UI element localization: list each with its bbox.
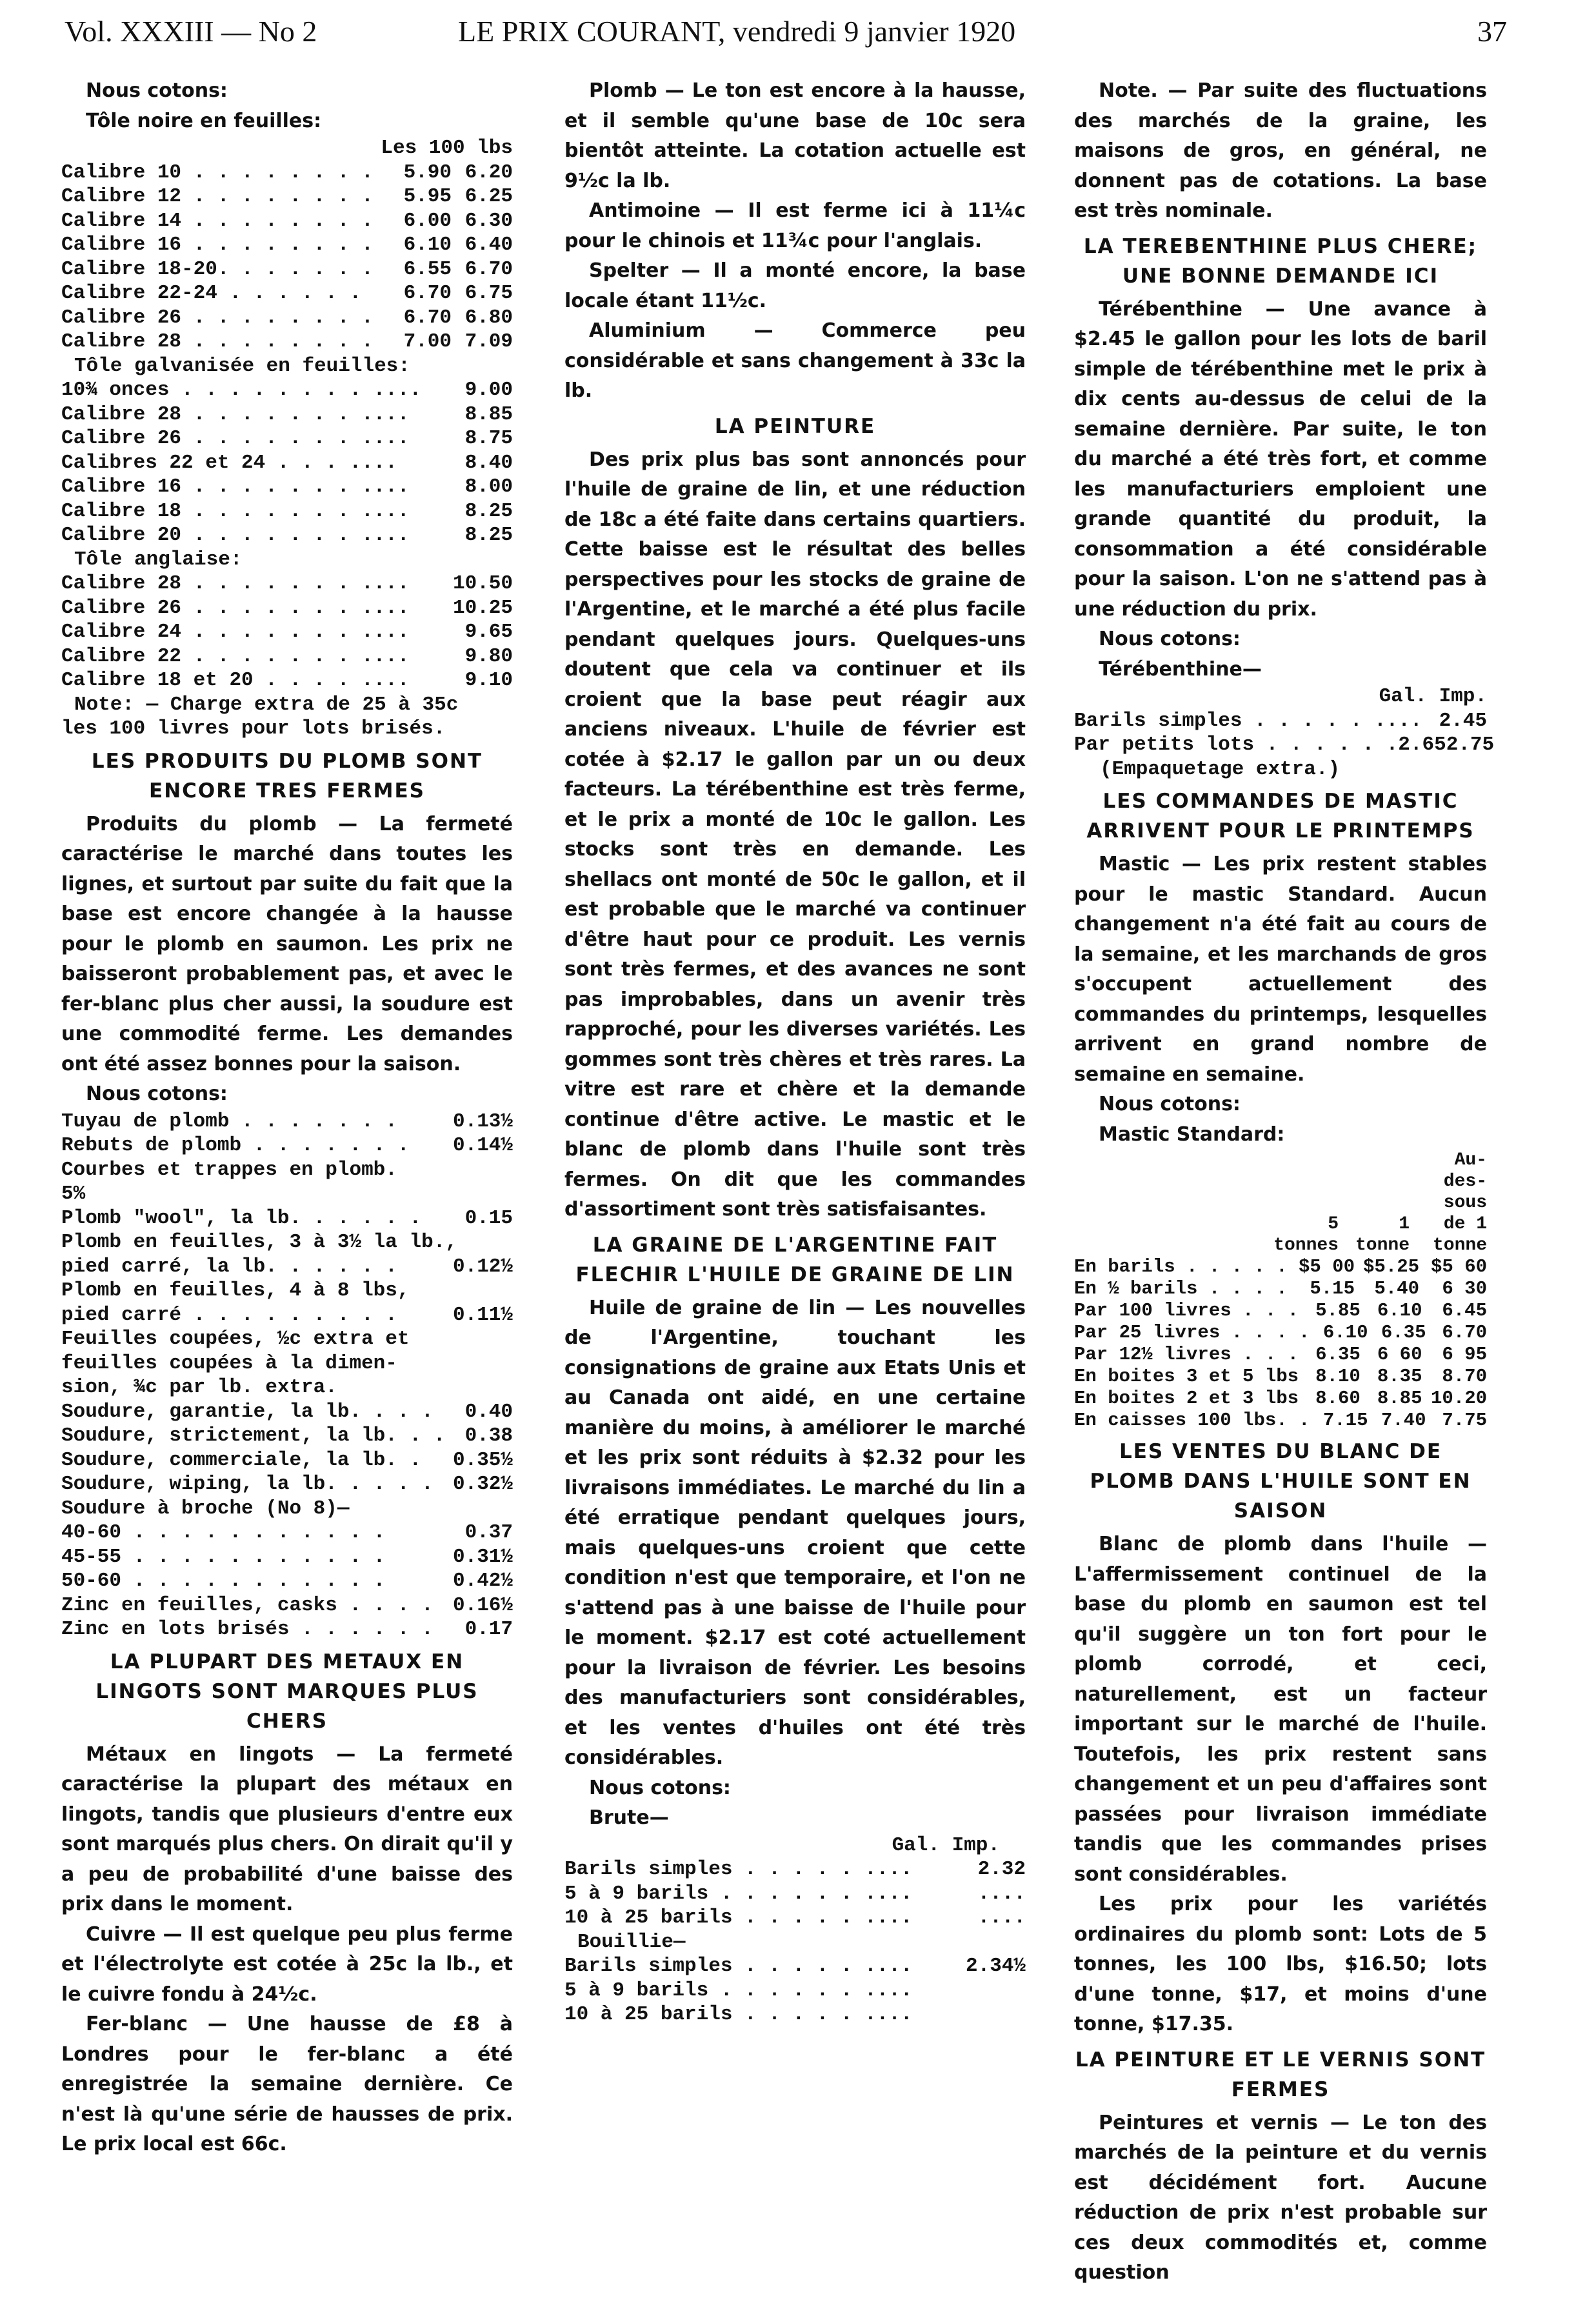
row-label: Calibre 28 . . . . . . . .: [61, 330, 374, 353]
header-cell: des-: [1443, 1172, 1487, 1192]
row-value: 6.10: [1322, 1322, 1368, 1343]
row-value: 6.10: [1377, 1300, 1422, 1321]
page-number: 37: [1477, 15, 1507, 48]
row-label: Soudure, commerciale, la lb. .: [61, 1448, 422, 1472]
header-cell: tonne: [1355, 1235, 1410, 1255]
row-label: 10 à 25 barils . . . . . ....: [564, 1906, 913, 1929]
row-label: Zinc en feuilles, casks . . . .: [61, 1593, 434, 1617]
header-cell: 1: [1399, 1214, 1410, 1234]
heading-peinture-vernis: LA PEINTURE ET LE VERNIS SONT FERMES: [1075, 2048, 1486, 2101]
price-table-mastic: [1074, 1256, 1487, 1432]
paragraph: Aluminium — Commerce peu considérable et sans changement à 33c la lb.: [564, 319, 1026, 402]
row-value: 10.50: [452, 572, 513, 595]
paragraph: Métaux en lingots — La fermeté caractérise la plupart des métaux en lingots, tandis que plusieurs d'entre eux sont marqués plus chers. On dirait qu'il y a peu de probabilité d'une baisse des prix dans le moment.: [61, 1743, 513, 1915]
row-value: 9.10: [464, 669, 513, 692]
row-value: 0.16½: [452, 1593, 513, 1617]
row-label: Calibre 26 . . . . . . . ....: [61, 427, 410, 450]
row-label: Feuilles coupées, ½c extra et: [61, 1328, 410, 1350]
row-value: 5.85: [1315, 1300, 1361, 1321]
table-row: [61, 209, 513, 234]
row-value: [442, 1352, 513, 1376]
table-row: [61, 185, 513, 209]
row-value: 6.30: [464, 209, 513, 232]
row-value: [457, 1230, 513, 1255]
row-value: 8.25: [464, 499, 513, 523]
row-value: 0.38: [464, 1424, 513, 1447]
row-label: Calibre 20 . . . . . . . ....: [61, 524, 410, 546]
table-row: [61, 1448, 513, 1473]
row-label: Courbes et trappes en plomb.: [61, 1158, 397, 1181]
table-row: [61, 1497, 513, 1521]
table-row: [61, 1593, 513, 1618]
row-value: 7.15: [1322, 1410, 1368, 1431]
table-header: Gal. Imp.: [1379, 685, 1487, 708]
intro-cotons: Nous cotons:: [86, 79, 228, 102]
heading-peinture: LA PEINTURE: [714, 414, 876, 438]
row-value: 5.15: [1310, 1278, 1355, 1299]
row-label: En boites 2 et 3 lbs: [1074, 1388, 1299, 1409]
row-label: En boites 3 et 5 lbs: [1074, 1366, 1299, 1387]
row-label: Soudure à broche (No 8)—: [61, 1497, 350, 1520]
price-table-huile-bouillie: [564, 1954, 1026, 2027]
row-label: Calibre 28 . . . . . . . ....: [61, 572, 410, 595]
table-row: [61, 1352, 513, 1376]
header-cell: tonne: [1432, 1235, 1487, 1255]
row-label: Plomb "wool", la lb. . . . . .: [61, 1206, 422, 1230]
row-value: 6.55: [403, 257, 452, 281]
row-value: 0.37: [464, 1521, 513, 1544]
row-label: Calibre 26 . . . . . . . .: [61, 306, 374, 329]
table-row: [61, 1158, 513, 1183]
paragraph: Peintures et vernis — Le ton des marchés de la peinture et du vernis est décidément fort. Aucune réduction de prix n'est probable sur ces deux commodités et, comme question: [1074, 2111, 1487, 2284]
row-value: 8.75: [464, 427, 513, 450]
table-row: [61, 330, 513, 354]
row-label: Barils simples . . . . . ....: [1074, 709, 1422, 732]
paragraph: Fer-blanc — Une hausse de £8 à Londres pour le fer-blanc a été enregistrée la semaine dernière. Ce n'est là qu'une série de hausses de prix. Le prix local est 66c.: [61, 2013, 513, 2155]
row-value: 8.85: [1377, 1388, 1422, 1409]
paragraph: Cuivre — Il est quelque peu plus ferme et l'électrolyte est cotée à 25c la lb., et le cuivre fondu à 24½c.: [61, 1922, 513, 2006]
cotons-label: Nous cotons:: [1099, 1093, 1241, 1115]
note-line-1: Note: — Charge extra de 25 à 35c: [74, 693, 459, 716]
row-value: 0.35½: [452, 1448, 513, 1472]
table-row: [61, 523, 513, 548]
table-row: [61, 378, 513, 403]
paragraph: Des prix plus bas sont annoncés pour l'huile de graine de lin, et une réduction de 18c a été faite dans certains quartiers. Cette baisse est le résultat des belles perspectives pour les stocks de graine de l'Argentine, et le marché a été plus facile pendant quelques jours. Quelques-uns doutent que cela va continuer et ils croient que la base peut réagir aux anciens niveaux. L'huile de février est cotée à $2.17 le gallon par un ou deux facteurs. La térébenthine est très ferme, et le prix a monté de 10c le gallon. Les stocks sont très en demande. Les shellacs ont monté de 50c le gallon, et il est probable que le marché va continuer d'être haut pour ce produit. Les vernis sont très fermes, et des avances ne sont pas improbables, dans un avenir très rapproché, pour les diverses variétés. Les gommes sont très chères et très rares. La vitre est rare et chère et la demande continue d'être active. Le mastic et le blanc de plomb dans l'huile sont très fermes. On dit que les commandes d'assortiment sont très satisfaisantes.: [564, 448, 1026, 1221]
table-row: [61, 1569, 513, 1593]
row-value: 6.35: [1315, 1344, 1361, 1365]
row-label: Calibre 26 . . . . . . . ....: [61, 596, 410, 619]
row-value: 6.20: [464, 161, 513, 184]
table-row: [1074, 1388, 1487, 1410]
header-cell: Au-: [1454, 1150, 1487, 1170]
table-row: [61, 1424, 513, 1448]
table-header: Les 100 lbs: [381, 137, 513, 159]
row-value: [442, 1375, 513, 1400]
table-row: [1074, 1322, 1487, 1344]
row-value: 6.70: [403, 306, 452, 329]
subheading-galvanisee: Tôle galvanisée en feuilles:: [74, 354, 410, 377]
row-value: [442, 1279, 513, 1303]
row-value: 9.80: [464, 644, 513, 668]
paragraph: Mastic — Les prix restent stables pour le mastic Standard. Aucun changement n'a été fait au cours de la semaine, et les marchands de gros s'occupent actuellement des commandes du printemps, lesquelles arrivent en grand nombre de semaine en semaine.: [1074, 853, 1487, 1086]
row-value: [1422, 709, 1439, 734]
row-label: Calibre 10 . . . . . . . .: [61, 161, 374, 184]
cotons-label: Nous cotons:: [86, 1083, 228, 1105]
paragraph: Antimoine — Il est ferme ici à 11¼c pour le chinois et 11¾c pour l'anglais.: [564, 199, 1026, 252]
row-value: 6.00: [403, 209, 452, 232]
row-value: 8.35: [1377, 1366, 1422, 1387]
header-cell: tonnes: [1273, 1235, 1339, 1255]
row-value: 6.25: [464, 185, 513, 208]
table-row: [1074, 709, 1487, 734]
paragraph: Les prix pour les variétés ordinaires du plomb sont: Lots de 5 tonnes, les 100 lbs, $16.50; lots d'une tonne, $17, et moins d'une tonne, $17.35.: [1074, 1893, 1487, 2035]
row-value: 2.34½: [965, 1955, 1026, 1977]
paragraph: Spelter — Il a monté encore, la base locale étant 11½c.: [564, 259, 1026, 312]
subheading-anglaise: Tôle anglaise:: [74, 548, 243, 571]
row-value: 10.25: [452, 596, 513, 619]
row-value: 6 60: [1377, 1344, 1422, 1365]
row-label: Calibre 18 et 20 . . . . ....: [61, 669, 410, 692]
row-label: Calibre 18 . . . . . . . ....: [61, 499, 410, 523]
row-label: pied carré . . . . . . . . .: [61, 1303, 397, 1326]
row-value: [442, 1497, 513, 1521]
table-row: [61, 426, 513, 451]
table-row: [564, 1979, 1026, 2003]
row-label: Calibre 18-20. . . . . . .: [61, 257, 374, 281]
table-row: [61, 1472, 513, 1497]
row-value: $5 00: [1298, 1256, 1355, 1277]
row-label: Calibre 14 . . . . . . . .: [61, 209, 374, 232]
table-row: [61, 451, 513, 475]
row-label: 5%: [61, 1183, 86, 1205]
row-label: 10 à 25 barils . . . . . ....: [564, 2003, 913, 2026]
row-value: [955, 2002, 1026, 2027]
column-2: [564, 76, 1026, 2027]
row-label: Calibre 16 . . . . . . . ....: [61, 475, 410, 498]
row-value: 6 30: [1442, 1278, 1487, 1299]
row-label: sion, ¾c par lb. extra.: [61, 1376, 337, 1399]
row-value: 9.00: [464, 379, 513, 401]
table-row: [61, 306, 513, 330]
table-row: [564, 2002, 1026, 2027]
row-value: 0.11½: [452, 1303, 513, 1326]
row-value: 9.65: [464, 621, 513, 643]
table-row: [61, 1303, 513, 1328]
table-row: [61, 475, 513, 499]
row-value: 0.32½: [452, 1473, 513, 1495]
row-label: Calibre 24 . . . . . . . ....: [61, 621, 410, 643]
row-value: 7.09: [464, 330, 513, 353]
brute-label: Brute—: [589, 1806, 669, 1829]
row-value: 2.45: [1439, 709, 1487, 732]
row-value: 2.75: [1446, 734, 1495, 756]
row-value: 6.45: [1442, 1300, 1487, 1321]
row-label: Par 100 livres . . .: [1074, 1300, 1299, 1321]
row-label: 10¾ onces . . . . . . . . ....: [61, 379, 422, 401]
header-cell: sous: [1443, 1193, 1487, 1213]
header-cell: 5: [1328, 1214, 1339, 1234]
table-row: [61, 499, 513, 524]
paragraph: Note. — Par suite des fluctuations des marchés de la graine, les maisons de gros, en général, ne donnent pas de cotations. La base est très nominale.: [1074, 79, 1487, 222]
row-label: En ½ barils . . . .: [1074, 1278, 1288, 1299]
row-value: ....: [977, 1906, 1026, 1929]
paragraph: Blanc de plomb dans l'huile — L'affermissement continuel de la base du plomb en saumon est tel qu'il suggère un ton fort pour le plomb corrodé, et ceci, naturellement, est un facteur important sur le marché de l'huile. Toutefois, les prix restent sans changement et un peu d'affaires sont passées pour livraison immédiate tandis que les commandes prises sont considérables.: [1074, 1533, 1487, 1886]
row-value: 8.00: [464, 475, 513, 498]
table-row: [1074, 1410, 1487, 1432]
row-label: feuilles coupées à la dimen-: [61, 1352, 397, 1375]
volume-number: Vol. XXXIII — No 2: [65, 15, 317, 48]
heading-metaux-lingots: LA PLUPART DES METAUX EN LINGOTS SONT MARQUES PLUS CHERS: [95, 1650, 479, 1733]
row-value: 6.75: [464, 282, 513, 305]
heading-mastic: LES COMMANDES DE MASTIC ARRIVENT POUR LE PRINTEMPS: [1086, 790, 1475, 843]
paragraph: Plomb — Le ton est encore à la hausse, et il semble qu'une base de 10c sera bientôt atteinte. La cotation actuelle est 9½c la lb.: [564, 79, 1026, 192]
row-value: 8.70: [1442, 1366, 1487, 1387]
table-row: [564, 1906, 1026, 1930]
row-label: pied carré, la lb. . . . . .: [61, 1255, 397, 1278]
row-label: 40-60 . . . . . . . . . . .: [61, 1521, 386, 1544]
table-row: [61, 1545, 513, 1570]
row-value: 5.90: [403, 161, 452, 184]
row-value: 10.20: [1430, 1388, 1487, 1409]
terebenthine-label: Térébenthine—: [1099, 657, 1262, 681]
row-value: 0.14½: [452, 1134, 513, 1157]
row-label: Calibre 28 . . . . . . . ....: [61, 403, 410, 426]
row-value: 8.40: [464, 451, 513, 474]
row-value: 7.40: [1381, 1410, 1426, 1431]
row-value: 0.42½: [452, 1570, 513, 1592]
row-value: 6.70: [464, 257, 513, 281]
row-value: 6.70: [1442, 1322, 1488, 1343]
table-row: [61, 572, 513, 596]
header-cell: de 1: [1443, 1214, 1487, 1234]
row-value: 6 95: [1442, 1344, 1487, 1365]
row-label: Calibre 16 . . . . . . . .: [61, 234, 374, 256]
table-row: [61, 1182, 513, 1206]
row-label: Plomb en feuilles, 4 à 8 lbs,: [61, 1279, 410, 1302]
table-row: [1074, 733, 1495, 757]
table-row: [61, 596, 513, 621]
row-label: 5 à 9 barils . . . . . . ....: [564, 1882, 913, 1905]
row-value: 6.40: [464, 234, 513, 256]
row-label: Zinc en lots brisés . . . . . .: [61, 1618, 434, 1641]
row-label: Calibre 12 . . . . . . . .: [61, 185, 374, 208]
row-value: 6.10: [403, 234, 452, 256]
price-table-huile-brute: [564, 1857, 1026, 1930]
mastic-label: Mastic Standard:: [1099, 1123, 1285, 1146]
bouillie-label: Bouillie—: [577, 1930, 686, 1953]
table-header: Gal. Imp.: [892, 1833, 1000, 1857]
cotons-label: Nous cotons:: [589, 1776, 731, 1799]
table-row: [1074, 1278, 1487, 1300]
table-row: [1074, 1366, 1487, 1388]
row-value: 6.80: [464, 306, 513, 329]
table-row: [61, 1521, 513, 1545]
paragraph: Produits du plomb — La fermeté caractérise le marché dans toutes les lignes, et surtout par suite du fait que la base est encore changée à la hausse pour le plomb en saumon. Les prix ne baisseront probablement pas, et avec le fer-blanc plus cher aussi, la soudure est une commodité ferme. Les demandes ont été assez bonnes pour la saison.: [61, 812, 513, 1075]
page-header: [39, 14, 1522, 59]
row-value: 7.75: [1442, 1410, 1488, 1431]
row-value: 0.40: [464, 1400, 513, 1423]
table-row: [564, 1954, 1026, 1979]
row-label: Par 25 livres . . . .: [1074, 1322, 1310, 1343]
row-value: ....: [977, 1882, 1026, 1905]
table-row: [61, 1230, 513, 1255]
table-row: [61, 257, 513, 282]
row-value: 8.60: [1315, 1388, 1361, 1409]
row-label: En caisses 100 lbs. .: [1074, 1410, 1310, 1431]
table-row: [61, 1110, 513, 1134]
row-value: 0.12½: [452, 1255, 513, 1278]
row-value: $5.25: [1362, 1256, 1419, 1277]
row-value: 6.35: [1381, 1322, 1426, 1343]
row-label: Calibre 22 . . . . . . . ....: [61, 644, 410, 668]
row-value: 0.13½: [452, 1110, 513, 1133]
intro-tole-noire: Tôle noire en feuilles:: [86, 109, 322, 132]
row-value: 8.85: [464, 403, 513, 426]
table-row: [61, 1617, 513, 1642]
table-row: [61, 161, 513, 185]
row-label: Barils simples . . . . . ....: [564, 1858, 913, 1881]
table-row: [61, 403, 513, 427]
table-row: [1074, 1300, 1487, 1322]
row-value: 5.40: [1374, 1278, 1419, 1299]
table-row: [564, 1882, 1026, 1906]
table-row: [1074, 1256, 1487, 1278]
row-label: Soudure, garantie, la lb. . . .: [61, 1400, 434, 1423]
table-row: [61, 233, 513, 257]
note-line-2: les 100 livres pour lots brisés.: [61, 717, 446, 740]
paragraph: Térébenthine — Une avance à $2.45 le gallon pour les lots de baril simple de térébenthine met le prix à dix cents au-dessus de celui de la semaine dernière. Par suite, le ton du marché a été très fort, et comme les manufacturiers emploient une grande quantité du produit, la consommation a été considérable pour la saison. L'on ne s'attend pas à une réduction du prix.: [1074, 297, 1487, 621]
row-label: Soudure, strictement, la lb. . .: [61, 1424, 446, 1447]
price-table-plomb: [61, 1110, 513, 1642]
row-value: 2.32: [977, 1858, 1026, 1881]
column-3: [1074, 76, 1495, 2288]
row-label: Plomb en feuilles, 3 à 3½ la lb.,: [61, 1231, 457, 1253]
row-value: 7.00: [403, 330, 452, 353]
row-value: 8.25: [464, 524, 513, 546]
table-row: [61, 1400, 513, 1424]
heading-blanc-plomb: LES VENTES DU BLANC DE PLOMB DANS L'HUILE SONT EN SAISON: [1090, 1440, 1471, 1523]
row-label: Par 12½ livres . . .: [1074, 1344, 1299, 1365]
price-table-terebenthine: [1074, 709, 1495, 757]
table-row: [61, 1327, 513, 1352]
row-label: 45-55 . . . . . . . . . . .: [61, 1545, 386, 1568]
table-row: [61, 1134, 513, 1158]
row-value: 0.15: [464, 1206, 513, 1230]
row-label: Barils simples . . . . . ....: [564, 1955, 913, 1977]
row-value: 6.70: [403, 282, 452, 305]
column-1: [61, 76, 513, 2160]
table-row: [61, 644, 513, 669]
row-label: Tuyau de plomb . . . . . . .: [61, 1110, 397, 1133]
row-value: [442, 1182, 513, 1206]
row-value: [442, 1158, 513, 1183]
row-value: 8.10: [1315, 1366, 1361, 1387]
table-row: [61, 1206, 513, 1231]
table-row: [61, 620, 513, 644]
row-value: 0.31½: [452, 1545, 513, 1568]
cotons-label: Nous cotons:: [1099, 628, 1241, 650]
row-label: 50-60 . . . . . . . . . . .: [61, 1570, 386, 1592]
table-row: [564, 1857, 1026, 1882]
row-value: $5 60: [1430, 1256, 1487, 1277]
row-label: Par petits lots . . . . . .: [1074, 734, 1399, 756]
price-table-anglaise: [61, 572, 513, 693]
row-label: 5 à 9 barils . . . . . . ....: [564, 1979, 913, 2002]
mastic-table-header: [1074, 1150, 1487, 1256]
table-row: [1074, 1344, 1487, 1366]
row-value: [955, 1979, 1026, 2003]
price-table-tole-noire: [61, 161, 513, 354]
heading-terebenthine: LA TEREBENTHINE PLUS CHERE; UNE BONNE DEMANDE ICI: [1083, 234, 1478, 288]
heading-graine-argentine: LA GRAINE DE L'ARGENTINE FAIT FLECHIR L'HUILE DE GRAINE DE LIN: [575, 1233, 1015, 1286]
row-value: [442, 1327, 513, 1352]
row-value: 5.95: [403, 185, 452, 208]
row-label: Calibres 22 et 24 . . . ....: [61, 451, 397, 474]
table-row: [61, 1279, 513, 1303]
table-row: [61, 1375, 513, 1400]
heading-produits-plomb: LES PRODUITS DU PLOMB SONT ENCORE TRES FERMES: [91, 749, 483, 803]
price-table-galvanisee: [61, 378, 513, 548]
row-value: 0.17: [464, 1618, 513, 1641]
row-label: Calibre 22-24 . . . . . .: [61, 282, 362, 305]
table-row: [61, 281, 513, 306]
table-row: [61, 668, 513, 693]
row-label: En barils . . . . .: [1074, 1256, 1288, 1277]
table-row: [61, 1255, 513, 1279]
row-value: 2.65: [1398, 734, 1446, 756]
row-label: Rebuts de plomb . . . . . . .: [61, 1134, 410, 1157]
empaquetage-note: (Empaquetage extra.): [1100, 757, 1341, 781]
paragraph: Huile de graine de lin — Les nouvelles de l'Argentine, touchant les consignations de graine aux Etats Unis et au Canada ont aidé, en une certaine manière du moins, à améliorer le marché et les prix sont réduits à $2.32 pour les livraisons immédiates. Le marché du lin a été erratique pendant quelques jours, mais quelques-uns croient que cette condition n'est que temporaire, et l'on ne s'attend pas à une baisse de l'huile pour le moment. $2.17 est coté actuellement pour la livraison de février. Les besoins des manufacturiers sont considérables, et les ventes d'huiles ont été très considérables.: [564, 1296, 1026, 1769]
masthead-title: LE PRIX COURANT, vendredi 9 janvier 1920: [458, 15, 1016, 48]
row-label: Soudure, wiping, la lb. . . . .: [61, 1473, 434, 1495]
